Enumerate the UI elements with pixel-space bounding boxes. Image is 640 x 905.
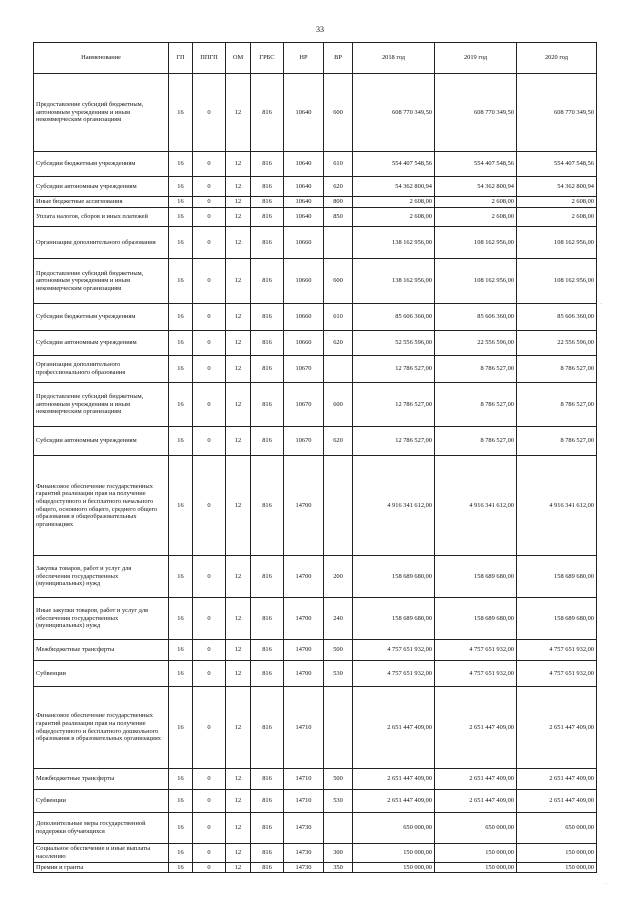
row-ppgp: 0 — [193, 177, 226, 197]
row-ppgp: 0 — [193, 383, 226, 427]
row-amount-2018: 12 786 527,00 — [353, 383, 435, 427]
column-header-nr: НР — [284, 43, 324, 74]
row-ppgp: 0 — [193, 208, 226, 227]
row-amount-2018: 138 162 956,00 — [353, 227, 435, 259]
row-vr: 620 — [324, 427, 353, 456]
row-amount-2018: 54 362 800,94 — [353, 177, 435, 197]
row-ppgp: 0 — [193, 598, 226, 640]
row-amount-2020: 608 770 349,50 — [517, 74, 597, 152]
row-vr: 350 — [324, 863, 353, 873]
row-gp: 16 — [169, 383, 193, 427]
row-name: Субвенции — [34, 661, 169, 687]
row-vr: 600 — [324, 383, 353, 427]
row-gp: 16 — [169, 259, 193, 304]
row-gp: 16 — [169, 456, 193, 556]
row-amount-2020: 150 000,00 — [517, 863, 597, 873]
row-ppgp: 0 — [193, 844, 226, 863]
table-row — [34, 356, 597, 383]
row-grbs: 816 — [251, 331, 284, 356]
row-amount-2019: 8 786 527,00 — [435, 356, 517, 383]
row-name: Субсидии бюджетным учреждениям — [34, 304, 169, 331]
row-amount-2018: 2 651 447 409,00 — [353, 790, 435, 813]
row-om: 12 — [226, 640, 251, 661]
row-nr: 14700 — [284, 556, 324, 598]
row-vr: 620 — [324, 331, 353, 356]
row-grbs: 816 — [251, 790, 284, 813]
row-gp: 16 — [169, 74, 193, 152]
row-ppgp: 0 — [193, 556, 226, 598]
row-amount-2020: 22 556 596,00 — [517, 331, 597, 356]
column-header-2019: 2019 год — [435, 43, 517, 74]
row-amount-2020: 4 757 651 932,00 — [517, 640, 597, 661]
row-amount-2019: 108 162 956,00 — [435, 259, 517, 304]
row-nr: 14700 — [284, 456, 324, 556]
row-amount-2020: 158 689 680,00 — [517, 556, 597, 598]
row-gp: 16 — [169, 844, 193, 863]
row-vr — [324, 813, 353, 844]
row-vr: 530 — [324, 790, 353, 813]
row-grbs: 816 — [251, 863, 284, 873]
row-om: 12 — [226, 152, 251, 177]
row-vr: 530 — [324, 661, 353, 687]
row-gp: 16 — [169, 197, 193, 208]
row-nr: 14710 — [284, 687, 324, 769]
row-grbs: 816 — [251, 844, 284, 863]
row-nr: 10670 — [284, 356, 324, 383]
row-vr: 500 — [324, 769, 353, 790]
row-grbs: 816 — [251, 152, 284, 177]
row-gp: 16 — [169, 208, 193, 227]
row-name: Иные закупки товаров, работ и услуг для обеспечения государственных (муниципальных) нужд — [34, 598, 169, 640]
row-grbs: 816 — [251, 598, 284, 640]
row-ppgp: 0 — [193, 259, 226, 304]
column-header-2020: 2020 год — [517, 43, 597, 74]
row-nr: 14700 — [284, 640, 324, 661]
row-grbs: 816 — [251, 556, 284, 598]
row-amount-2019: 8 786 527,00 — [435, 383, 517, 427]
row-om: 12 — [226, 177, 251, 197]
row-om: 12 — [226, 661, 251, 687]
table-row — [34, 177, 597, 197]
row-amount-2019: 150 000,00 — [435, 844, 517, 863]
row-gp: 16 — [169, 863, 193, 873]
row-amount-2018: 608 770 349,50 — [353, 74, 435, 152]
row-name: Дополнительные меры государственной поддержки обучающихся — [34, 813, 169, 844]
page-number: 33 — [316, 25, 324, 34]
row-grbs: 816 — [251, 661, 284, 687]
row-nr: 10670 — [284, 427, 324, 456]
row-om: 12 — [226, 556, 251, 598]
row-amount-2020: 2 608,00 — [517, 197, 597, 208]
row-gp: 16 — [169, 598, 193, 640]
row-grbs: 816 — [251, 456, 284, 556]
row-amount-2019: 554 407 548,56 — [435, 152, 517, 177]
table-row — [34, 661, 597, 687]
row-amount-2020: 8 786 527,00 — [517, 356, 597, 383]
row-ppgp: 0 — [193, 331, 226, 356]
table-row — [34, 74, 597, 152]
row-amount-2019: 650 000,00 — [435, 813, 517, 844]
row-amount-2018: 650 000,00 — [353, 813, 435, 844]
row-amount-2020: 54 362 800,94 — [517, 177, 597, 197]
row-name: Межбюджетные трансферты — [34, 640, 169, 661]
row-amount-2020: 4 757 651 932,00 — [517, 661, 597, 687]
column-header-ppgp: ППГП — [193, 43, 226, 74]
table-row — [34, 556, 597, 598]
table-row — [34, 813, 597, 844]
row-gp: 16 — [169, 640, 193, 661]
row-om: 12 — [226, 356, 251, 383]
row-gp: 16 — [169, 769, 193, 790]
row-gp: 16 — [169, 661, 193, 687]
row-om: 12 — [226, 304, 251, 331]
row-amount-2019: 22 556 596,00 — [435, 331, 517, 356]
row-gp: 16 — [169, 227, 193, 259]
row-grbs: 816 — [251, 356, 284, 383]
row-amount-2018: 554 407 548,56 — [353, 152, 435, 177]
column-header-name: Наименование — [34, 43, 169, 74]
row-amount-2018: 85 606 360,00 — [353, 304, 435, 331]
row-name: Субсидии автономным учреждениям — [34, 331, 169, 356]
row-grbs: 816 — [251, 427, 284, 456]
row-amount-2018: 2 651 447 409,00 — [353, 769, 435, 790]
table-body — [34, 74, 597, 873]
table-row — [34, 844, 597, 863]
row-grbs: 816 — [251, 304, 284, 331]
table-row — [34, 427, 597, 456]
row-nr: 14700 — [284, 598, 324, 640]
row-ppgp: 0 — [193, 863, 226, 873]
row-nr: 14710 — [284, 769, 324, 790]
row-om: 12 — [226, 197, 251, 208]
table-row — [34, 383, 597, 427]
row-om: 12 — [226, 769, 251, 790]
table-header-row — [34, 43, 597, 74]
row-nr: 14730 — [284, 844, 324, 863]
table-row — [34, 790, 597, 813]
row-gp: 16 — [169, 152, 193, 177]
row-grbs: 816 — [251, 813, 284, 844]
scan-artifact: · — [605, 880, 608, 888]
table-row — [34, 769, 597, 790]
row-nr: 10660 — [284, 331, 324, 356]
row-grbs: 816 — [251, 259, 284, 304]
row-gp: 16 — [169, 556, 193, 598]
row-nr: 14700 — [284, 661, 324, 687]
row-om: 12 — [226, 456, 251, 556]
row-ppgp: 0 — [193, 74, 226, 152]
row-grbs: 816 — [251, 177, 284, 197]
row-amount-2018: 150 000,00 — [353, 844, 435, 863]
row-amount-2018: 158 689 680,00 — [353, 556, 435, 598]
row-name: Предоставление субсидий бюджетным, автономным учреждениям и иным некоммерческим организациям — [34, 74, 169, 152]
row-amount-2020: 4 916 341 612,00 — [517, 456, 597, 556]
row-vr — [324, 227, 353, 259]
row-nr: 10670 — [284, 383, 324, 427]
row-amount-2020: 650 000,00 — [517, 813, 597, 844]
row-amount-2018: 2 608,00 — [353, 208, 435, 227]
row-ppgp: 0 — [193, 790, 226, 813]
row-grbs: 816 — [251, 74, 284, 152]
row-name: Субсидии автономным учреждениям — [34, 427, 169, 456]
column-header-vr: ВР — [324, 43, 353, 74]
table-row — [34, 208, 597, 227]
row-name: Уплата налогов, сборов и иных платежей — [34, 208, 169, 227]
row-amount-2018: 52 556 596,00 — [353, 331, 435, 356]
row-gp: 16 — [169, 687, 193, 769]
row-amount-2019: 4 757 651 932,00 — [435, 661, 517, 687]
budget-table — [33, 42, 597, 873]
row-amount-2020: 85 606 360,00 — [517, 304, 597, 331]
row-om: 12 — [226, 844, 251, 863]
row-amount-2020: 2 651 447 409,00 — [517, 790, 597, 813]
table-row — [34, 259, 597, 304]
row-grbs: 816 — [251, 197, 284, 208]
row-ppgp: 0 — [193, 427, 226, 456]
row-gp: 16 — [169, 356, 193, 383]
row-amount-2018: 2 651 447 409,00 — [353, 687, 435, 769]
column-header-om: ОМ — [226, 43, 251, 74]
row-vr: 850 — [324, 208, 353, 227]
row-amount-2018: 150 000,00 — [353, 863, 435, 873]
row-vr: 600 — [324, 74, 353, 152]
row-om: 12 — [226, 259, 251, 304]
row-vr — [324, 456, 353, 556]
row-name: Организации дополнительного образования — [34, 227, 169, 259]
row-nr: 10640 — [284, 177, 324, 197]
row-vr: 610 — [324, 152, 353, 177]
row-vr: 300 — [324, 844, 353, 863]
row-vr: 600 — [324, 259, 353, 304]
row-amount-2018: 4 757 651 932,00 — [353, 661, 435, 687]
row-om: 12 — [226, 331, 251, 356]
row-ppgp: 0 — [193, 640, 226, 661]
row-nr: 10640 — [284, 197, 324, 208]
scan-artifact: · — [596, 97, 599, 105]
row-nr: 10660 — [284, 227, 324, 259]
row-ppgp: 0 — [193, 769, 226, 790]
row-amount-2020: 108 162 956,00 — [517, 227, 597, 259]
column-header-2018: 2018 год — [353, 43, 435, 74]
scan-artifact: · — [600, 300, 603, 308]
row-amount-2019: 158 689 680,00 — [435, 556, 517, 598]
row-name: Субсидии автономным учреждениям — [34, 177, 169, 197]
column-header-gp: ГП — [169, 43, 193, 74]
row-ppgp: 0 — [193, 356, 226, 383]
row-amount-2018: 12 786 527,00 — [353, 427, 435, 456]
row-grbs: 816 — [251, 227, 284, 259]
row-name: Субвенции — [34, 790, 169, 813]
row-amount-2018: 138 162 956,00 — [353, 259, 435, 304]
row-om: 12 — [226, 687, 251, 769]
row-nr: 10660 — [284, 259, 324, 304]
row-amount-2019: 8 786 527,00 — [435, 427, 517, 456]
row-ppgp: 0 — [193, 227, 226, 259]
row-name: Организации дополнительного профессионального образования — [34, 356, 169, 383]
row-amount-2020: 150 000,00 — [517, 844, 597, 863]
row-amount-2019: 2 651 447 409,00 — [435, 769, 517, 790]
row-nr: 14730 — [284, 863, 324, 873]
row-om: 12 — [226, 427, 251, 456]
row-amount-2020: 554 407 548,56 — [517, 152, 597, 177]
table-row — [34, 598, 597, 640]
row-name: Финансовое обеспечение государственных гарантий реализации прав на получение общедоступного и бесплатного дошкольного образования в образовательных организациях — [34, 687, 169, 769]
row-name: Иные бюджетные ассигнования — [34, 197, 169, 208]
row-grbs: 816 — [251, 383, 284, 427]
row-amount-2019: 85 606 360,00 — [435, 304, 517, 331]
table-row — [34, 863, 597, 873]
row-amount-2019: 150 000,00 — [435, 863, 517, 873]
row-amount-2020: 2 651 447 409,00 — [517, 687, 597, 769]
row-gp: 16 — [169, 790, 193, 813]
row-gp: 16 — [169, 813, 193, 844]
row-om: 12 — [226, 383, 251, 427]
row-amount-2019: 608 770 349,50 — [435, 74, 517, 152]
row-vr — [324, 687, 353, 769]
row-amount-2019: 108 162 956,00 — [435, 227, 517, 259]
row-amount-2019: 158 689 680,00 — [435, 598, 517, 640]
row-ppgp: 0 — [193, 304, 226, 331]
table-row — [34, 456, 597, 556]
row-amount-2019: 2 651 447 409,00 — [435, 687, 517, 769]
row-vr — [324, 356, 353, 383]
row-name: Премии и гранты — [34, 863, 169, 873]
row-grbs: 816 — [251, 769, 284, 790]
table-row — [34, 227, 597, 259]
row-om: 12 — [226, 863, 251, 873]
row-vr: 800 — [324, 197, 353, 208]
row-ppgp: 0 — [193, 813, 226, 844]
row-amount-2019: 4 916 341 612,00 — [435, 456, 517, 556]
row-name: Финансовое обеспечение государственных гарантий реализации прав на получение общедоступного и бесплатного начального общего, основного общего, среднего общего образования в общеобразовательных организациях — [34, 456, 169, 556]
row-nr: 10660 — [284, 304, 324, 331]
column-header-grbs: ГРБС — [251, 43, 284, 74]
row-amount-2020: 8 786 527,00 — [517, 383, 597, 427]
row-name: Предоставление субсидий бюджетным, автономным учреждениям и иным некоммерческим организациям — [34, 383, 169, 427]
row-amount-2019: 2 651 447 409,00 — [435, 790, 517, 813]
table-row — [34, 640, 597, 661]
row-nr: 14710 — [284, 790, 324, 813]
row-amount-2019: 2 608,00 — [435, 197, 517, 208]
row-amount-2020: 8 786 527,00 — [517, 427, 597, 456]
row-ppgp: 0 — [193, 152, 226, 177]
row-ppgp: 0 — [193, 197, 226, 208]
row-vr: 610 — [324, 304, 353, 331]
row-name: Субсидии бюджетным учреждениям — [34, 152, 169, 177]
row-om: 12 — [226, 74, 251, 152]
row-amount-2018: 2 608,00 — [353, 197, 435, 208]
row-grbs: 816 — [251, 687, 284, 769]
row-amount-2019: 4 757 651 932,00 — [435, 640, 517, 661]
row-ppgp: 0 — [193, 456, 226, 556]
row-ppgp: 0 — [193, 687, 226, 769]
row-amount-2020: 2 608,00 — [517, 208, 597, 227]
table-row — [34, 687, 597, 769]
row-amount-2018: 12 786 527,00 — [353, 356, 435, 383]
row-grbs: 816 — [251, 640, 284, 661]
row-om: 12 — [226, 598, 251, 640]
row-name: Предоставление субсидий бюджетным, автономным учреждениям и иным некоммерческим организациям — [34, 259, 169, 304]
row-vr: 620 — [324, 177, 353, 197]
row-amount-2020: 158 689 680,00 — [517, 598, 597, 640]
row-vr: 500 — [324, 640, 353, 661]
row-nr: 10640 — [284, 152, 324, 177]
row-vr: 240 — [324, 598, 353, 640]
row-nr: 14730 — [284, 813, 324, 844]
row-gp: 16 — [169, 427, 193, 456]
row-amount-2020: 2 651 447 409,00 — [517, 769, 597, 790]
row-gp: 16 — [169, 304, 193, 331]
row-amount-2018: 4 757 651 932,00 — [353, 640, 435, 661]
row-nr: 10640 — [284, 74, 324, 152]
row-name: Социальное обеспечение и иные выплаты населению — [34, 844, 169, 863]
table-row — [34, 152, 597, 177]
row-amount-2019: 2 608,00 — [435, 208, 517, 227]
row-om: 12 — [226, 813, 251, 844]
row-gp: 16 — [169, 177, 193, 197]
table-row — [34, 304, 597, 331]
row-om: 12 — [226, 227, 251, 259]
row-gp: 16 — [169, 331, 193, 356]
row-name: Закупка товаров, работ и услуг для обеспечения государственных (муниципальных) нужд — [34, 556, 169, 598]
row-amount-2018: 158 689 680,00 — [353, 598, 435, 640]
row-amount-2020: 108 162 956,00 — [517, 259, 597, 304]
row-ppgp: 0 — [193, 661, 226, 687]
row-amount-2018: 4 916 341 612,00 — [353, 456, 435, 556]
row-grbs: 816 — [251, 208, 284, 227]
row-nr: 10640 — [284, 208, 324, 227]
row-om: 12 — [226, 208, 251, 227]
table-row — [34, 197, 597, 208]
row-name: Межбюджетные трансферты — [34, 769, 169, 790]
table-row — [34, 331, 597, 356]
row-amount-2019: 54 362 800,94 — [435, 177, 517, 197]
row-vr: 200 — [324, 556, 353, 598]
row-om: 12 — [226, 790, 251, 813]
